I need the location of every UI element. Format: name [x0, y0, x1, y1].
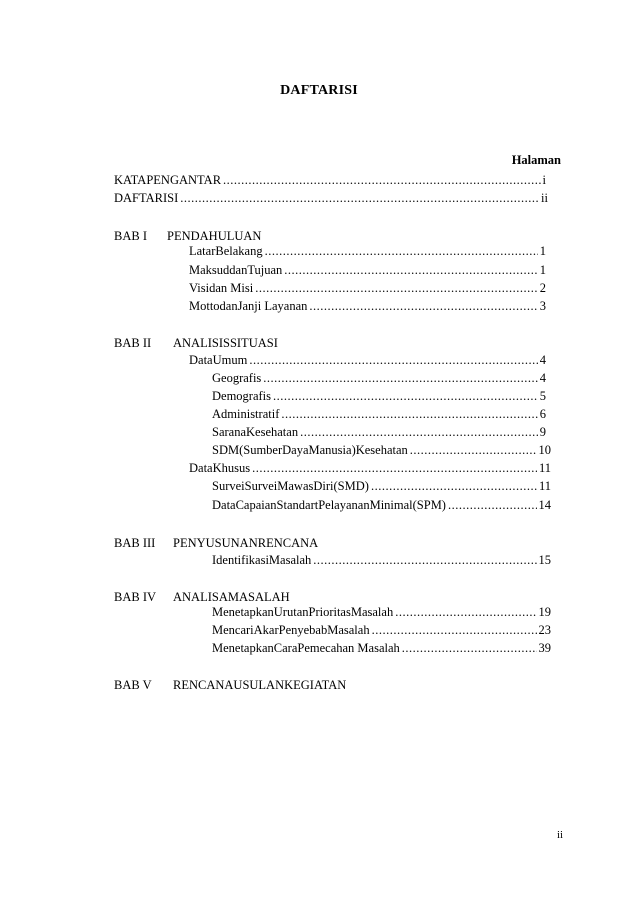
toc-entry[interactable]: [212, 370, 546, 386]
dot-leader: [402, 640, 537, 656]
dot-leader: [410, 442, 537, 458]
toc-entry-title: DataCapaianStandartPelayananMinimal(SPM): [212, 498, 446, 512]
toc-entry-title: DataKhusus: [189, 461, 251, 475]
toc-entry-page: 5: [539, 389, 546, 403]
toc-entry-page: 10: [538, 443, 551, 457]
toc-entry[interactable]: [189, 262, 546, 278]
toc-entry-page: 4: [539, 353, 546, 367]
toc-entry-page: 1: [539, 244, 546, 258]
toc-entry-title: Geografis: [212, 371, 262, 385]
toc-entry-title: LatarBelakang: [189, 244, 263, 258]
toc-entry-page: 6: [539, 407, 546, 421]
toc-entry[interactable]: [212, 406, 546, 422]
toc-entry-title: MottodanJanji Layanan: [189, 299, 308, 313]
dot-leader: [371, 478, 537, 494]
chapter-number: BAB I: [114, 229, 147, 243]
dot-leader: [273, 388, 538, 404]
dot-leader: [223, 172, 540, 188]
toc-entry-title: SDM(SumberDayaManusia)Kesehatan: [212, 443, 408, 457]
toc-entry[interactable]: [114, 190, 548, 206]
toc-entry[interactable]: [212, 424, 546, 440]
toc-entry-page: 19: [538, 605, 551, 619]
dot-leader: [252, 460, 537, 476]
chapter-title: PENDAHULUAN: [167, 229, 262, 243]
toc-entry-title: DataUmum: [189, 353, 248, 367]
chapter-number: BAB II: [114, 336, 152, 350]
toc-entry-page: 4: [539, 371, 546, 385]
toc-entry-page: 9: [539, 425, 546, 439]
toc-entry-page: 11: [538, 461, 551, 475]
dot-leader: [180, 190, 539, 206]
page-column-header: Halaman: [511, 153, 561, 167]
toc-entry-title: Demografis: [212, 389, 272, 403]
toc-entry-title: KATAPENGANTAR: [114, 173, 222, 187]
dot-leader: [300, 424, 538, 440]
chapter-title: ANALISAMASALAH: [173, 590, 290, 604]
toc-entry-title: SurveiSurveiMawasDiri(SMD): [212, 479, 369, 493]
toc-entry-page: ii: [541, 191, 548, 205]
chapter-number: BAB III: [114, 536, 156, 550]
toc-entry-page: i: [542, 173, 546, 187]
chapter-title: RENCANAUSULANKEGIATAN: [173, 678, 347, 692]
toc-entry-page: 11: [538, 479, 551, 493]
dot-leader: [265, 243, 538, 259]
toc-entry-page: 14: [538, 498, 551, 512]
toc-entry[interactable]: [212, 442, 551, 458]
toc-entry[interactable]: [212, 552, 551, 568]
toc-entry-title: MencariAkarPenyebabMasalah: [212, 623, 370, 637]
dot-leader: [395, 604, 536, 620]
toc-entry[interactable]: [189, 243, 546, 259]
toc-entry[interactable]: [189, 298, 546, 314]
dot-leader: [309, 298, 537, 314]
toc-entry-page: 1: [539, 263, 546, 277]
toc-entry-title: Visidan Misi: [189, 281, 254, 295]
toc-entry-title: MaksuddanTujuan: [189, 263, 283, 277]
toc-entry-title: Administratif: [212, 407, 280, 421]
toc-entry-title: IdentifikasiMasalah: [212, 553, 312, 567]
toc-entry[interactable]: [212, 497, 551, 513]
toc-entry-page: 2: [539, 281, 546, 295]
dot-leader: [263, 370, 537, 386]
toc-entry[interactable]: [189, 352, 546, 368]
chapter-title: PENYUSUNANRENCANA: [173, 536, 319, 550]
chapter-number: BAB V: [114, 678, 152, 692]
toc-entry[interactable]: [212, 622, 551, 638]
toc-entry[interactable]: [212, 388, 546, 404]
dot-leader: [284, 262, 537, 278]
toc-entry[interactable]: [189, 460, 551, 476]
dot-leader: [249, 352, 537, 368]
chapter-number: BAB IV: [114, 590, 157, 604]
toc-entry-title: SaranaKesehatan: [212, 425, 299, 439]
toc-entry[interactable]: [212, 478, 551, 494]
toc-entry[interactable]: [189, 280, 546, 296]
page-number: ii: [557, 829, 564, 841]
toc-entry-title: MenetapkanCaraPemecahan Masalah: [212, 641, 400, 655]
toc-entry[interactable]: [212, 604, 551, 620]
dot-leader: [255, 280, 538, 296]
toc-entry-page: 15: [538, 553, 551, 567]
dot-leader: [281, 406, 537, 422]
toc-entry-page: 23: [538, 623, 551, 637]
toc-entry[interactable]: [114, 172, 546, 188]
toc-entry-page: 39: [538, 641, 551, 655]
toc-entry-page: 3: [539, 299, 546, 313]
dot-leader: [448, 497, 537, 513]
dot-leader: [372, 622, 537, 638]
toc-entry-title: DAFTARISI: [114, 191, 179, 205]
page-title: DAFTARISI: [280, 83, 358, 98]
toc-entry[interactable]: [212, 640, 551, 656]
toc-entry-title: MenetapkanUrutanPrioritasMasalah: [212, 605, 394, 619]
dot-leader: [313, 552, 536, 568]
chapter-title: ANALISISSITUASI: [173, 336, 278, 350]
